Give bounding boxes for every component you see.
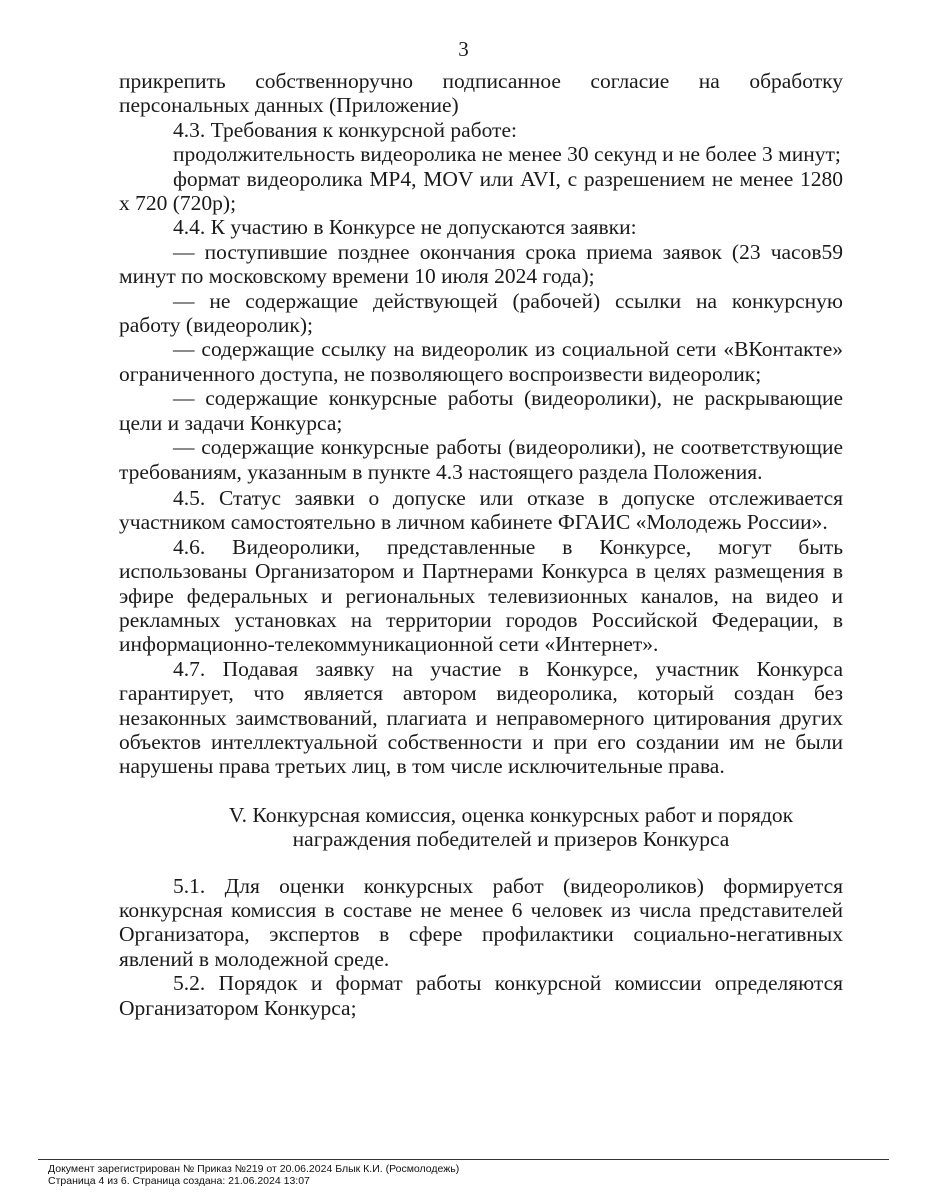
paragraph-5-2: 5.2. Порядок и формат работы конкурсной комиссии определяются Организатором Конкурса; <box>119 971 843 1020</box>
paragraph-5-1: 5.1. Для оценки конкурсных работ (видеороликов) формируется конкурсная комиссия в составе не менее 6 человек из числа представителей Организатора, экспертов в сфере профилактики социально-негативных явлений в молодежной среде. <box>119 873 843 971</box>
footer-registration-line: Документ зарегистрирован № Приказ №219 от 20.06.2024 Блык К.И. (Росмолодежь) <box>48 1163 460 1175</box>
paragraph-4-7: 4.7. Подавая заявку на участие в Конкурсе, участник Конкурса гарантирует, что является автором видеоролика, который создан без незаконных заимствований, плагиата и неправомерного цитирования других объектов интеллектуальной собственности и при его создании им не были нарушены права третьих лиц, в том числе исключительные права. <box>119 656 843 779</box>
list-item-late: — поступившие позднее окончания срока приема заявок (23 часов59 минут по московскому времени 10 июля 2024 года); <box>119 239 843 289</box>
footer-divider <box>38 1159 889 1160</box>
list-item-goals: — содержащие конкурсные работы (видеоролики), не раскрывающие цели и задачи Конкурса; <box>119 386 843 435</box>
paragraph-4-5: 4.5. Статус заявки о допуске или отказе в допуске отслеживается участником самостоятельно в личном кабинете ФГАИС «Молодежь России». <box>119 485 843 535</box>
section-heading <box>119 803 843 852</box>
paragraph-format: формат видеоролика MP4, MOV или AVI, с разрешением не менее 1280 х 720 (720р); <box>119 166 843 216</box>
registration-footer <box>48 1163 868 1187</box>
section-heading-line2: награждения победителей и призеров Конкурса <box>292 827 730 852</box>
list-item-restricted: — содержащие ссылку на видеоролик из социальной сети «ВКонтакте» ограниченного доступа, не позволяющего воспроизвести видеоролик; <box>119 337 843 386</box>
paragraph-4-6: 4.6. Видеоролики, представленные в Конкурсе, могут быть использованы Организатором и Партнерами Конкурса в целях размещения в эфире федеральных и региональных телевизионных каналов, на видео и рекламных установках на территории городов Российской Федерации, в информационно-телекоммуникационной сети «Интернет». <box>119 534 843 657</box>
list-item-no-link: — не содержащие действующей (рабочей) ссылки на конкурсную работу (видеоролик); <box>119 288 843 338</box>
footer-page-line: Страница 4 из 6. Страница создана: 21.06.2024 13:07 <box>48 1175 310 1187</box>
document-body <box>119 69 843 1020</box>
paragraph-consent: прикрепить собственноручно подписанное согласие на обработку персональных данных (Приложение) <box>119 69 843 118</box>
list-item-requirements: — содержащие конкурсные работы (видеоролики), не соответствующие требованиям, указанным в пункте 4.3 настоящего раздела Положения. <box>119 435 843 484</box>
paragraph-4-4: 4.4. К участию в Конкурсе не допускаются заявки: <box>173 215 637 240</box>
page-number: 3 <box>458 37 469 61</box>
paragraph-duration: продолжительность видеоролика не менее 30 секунд и не более 3 минут; <box>173 142 841 167</box>
section-heading-line1: V. Конкурсная комиссия, оценка конкурсных работ и порядок <box>228 802 794 827</box>
paragraph-4-3: 4.3. Требования к конкурсной работе: <box>173 117 517 142</box>
